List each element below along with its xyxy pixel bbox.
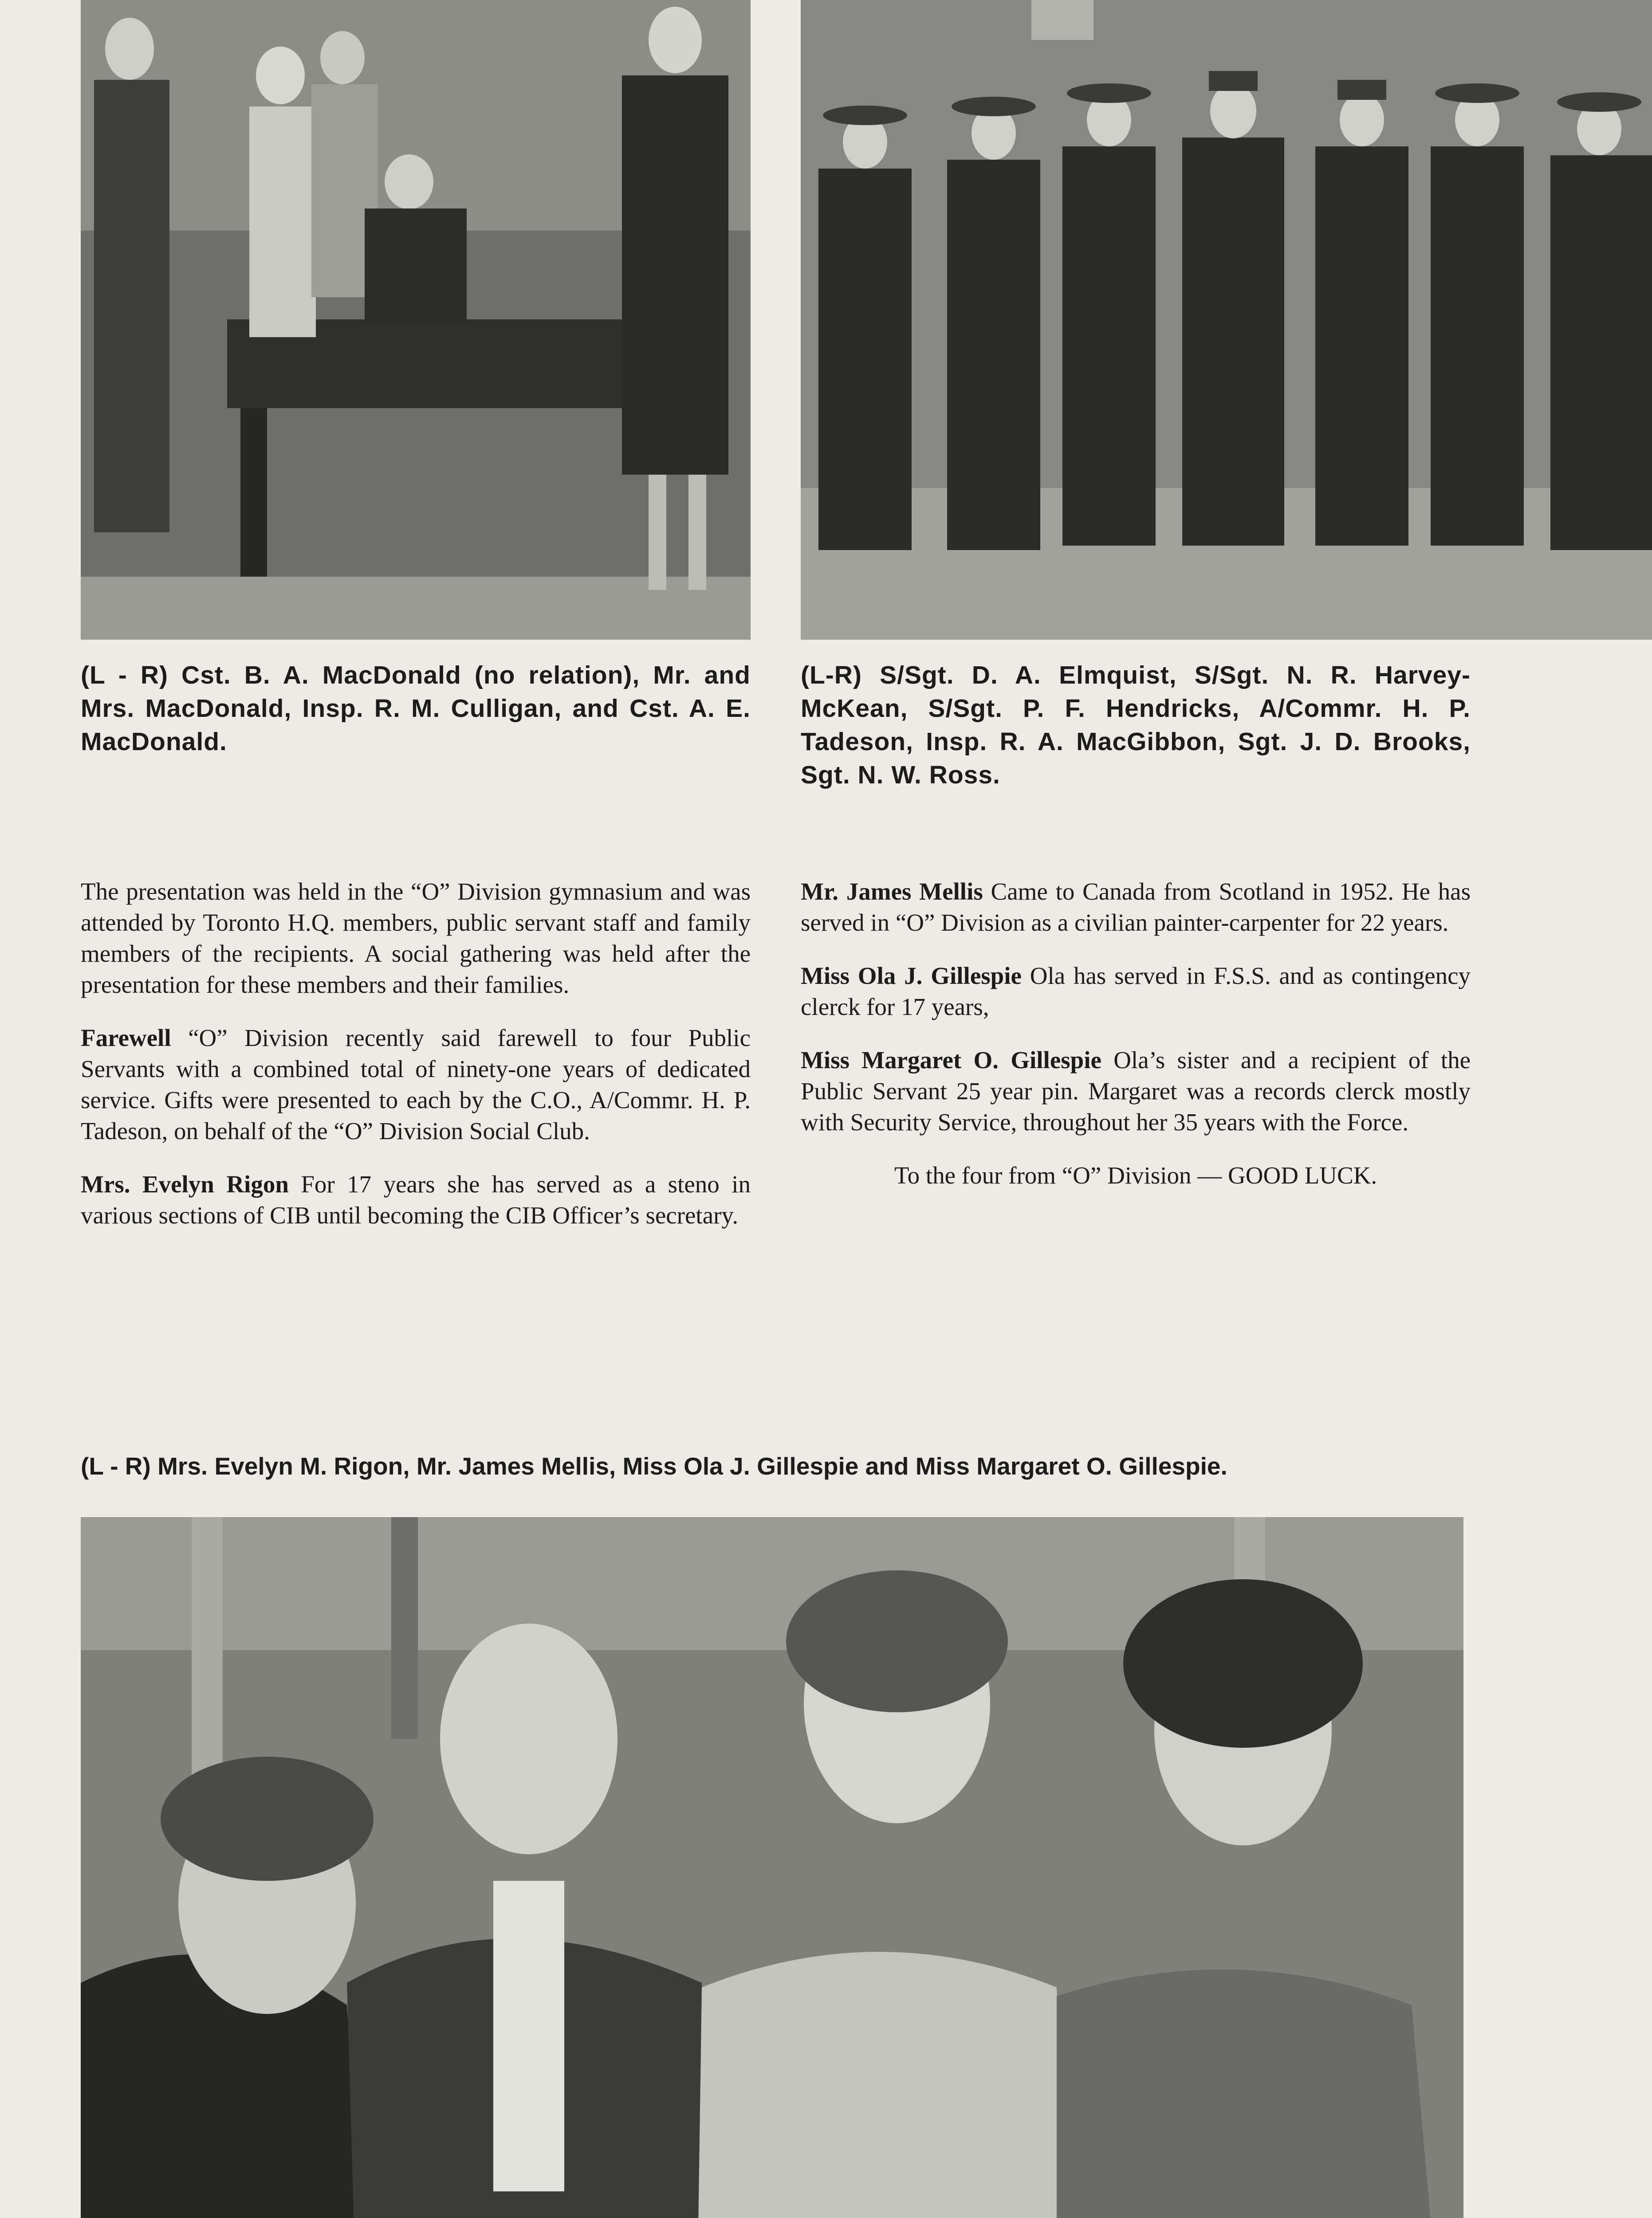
paragraph-ola-gillespie bbox=[801, 960, 1471, 1022]
farewell-heading: Farewell bbox=[81, 1024, 171, 1051]
paragraph-presentation: The presentation was held in the “O” Division gymnasium and was attended by Toronto H.Q. members, public servant staff and family members of the recipients. A social gathering was held after the presentation for these members and their families. bbox=[81, 878, 751, 998]
james-mellis-name: Mr. James Mellis bbox=[801, 878, 983, 905]
ola-gillespie-name: Miss Ola J. Gillespie bbox=[801, 962, 1022, 989]
paragraph-farewell bbox=[81, 1022, 751, 1147]
evelyn-rigon-text: For 17 years she has served as a steno in various sections of CIB until becoming the CIB Officer’s secretary. bbox=[81, 1171, 751, 1229]
photo-four-retirees-image bbox=[81, 1517, 1463, 2218]
article-left-column bbox=[81, 876, 751, 1253]
james-mellis-text: Came to Canada from Scotland in 1952. He has served in “O” Division as a civilian painter-carpenter for 22 years. bbox=[801, 878, 1471, 936]
caption-office-group: (L - R) Cst. B. A. MacDonald (no relation), Mr. and Mrs. MacDonald, Insp. R. M. Culligan, and Cst. A. E. MacDonald. bbox=[81, 661, 751, 756]
paragraph-james-mellis bbox=[801, 876, 1471, 938]
photo-office-group bbox=[81, 0, 751, 640]
caption-four-retirees: (L - R) Mrs. Evelyn M. Rigon, Mr. James Mellis, Miss Ola J. Gillespie and Miss Margaret O. Gillespie. bbox=[81, 1452, 1227, 1480]
caption-officers-lineup: (L-R) S/Sgt. D. A. Elmquist, S/Sgt. N. R. Harvey-McKean, S/Sgt. P. F. Hendricks, A/Commr. H. P. Tadeson, Insp. R. A. MacGibbon, Sgt. J. D. Brooks, Sgt. N. W. Ross. bbox=[801, 661, 1471, 789]
photo-officers-lineup-image bbox=[801, 0, 1652, 640]
photo-office-group-image bbox=[81, 0, 751, 640]
margaret-gillespie-name: Miss Margaret O. Gillespie bbox=[801, 1046, 1101, 1074]
farewell-text: “O” Division recently said farewell to four Public Servants with a combined total of ninety-one years of dedicated service. Gifts were presented to each by the C.O., A/Commr. H. P. Tadeson, on behalf of the “O” Division Social Club. bbox=[81, 1024, 751, 1144]
paragraph-margaret-gillespie bbox=[801, 1045, 1471, 1138]
margaret-gillespie-text: Ola’s sister and a recipient of the Public Servant 25 year pin. Margaret was a records clerck mostly with Security Service, throughout her 35 years with the Force. bbox=[801, 1046, 1471, 1136]
ola-gillespie-text: Ola has served in F.S.S. and as contingency clerck for 17 years, bbox=[801, 962, 1471, 1020]
evelyn-rigon-name: Mrs. Evelyn Rigon bbox=[81, 1171, 289, 1198]
photo-four-retirees bbox=[81, 1517, 1463, 2218]
paragraph-evelyn-rigon bbox=[81, 1169, 751, 1231]
photo-officers-lineup bbox=[801, 0, 1652, 640]
paragraph-good-luck: To the four from “O” Division — GOOD LUCK. bbox=[894, 1162, 1377, 1189]
article-right-column bbox=[801, 876, 1471, 1213]
